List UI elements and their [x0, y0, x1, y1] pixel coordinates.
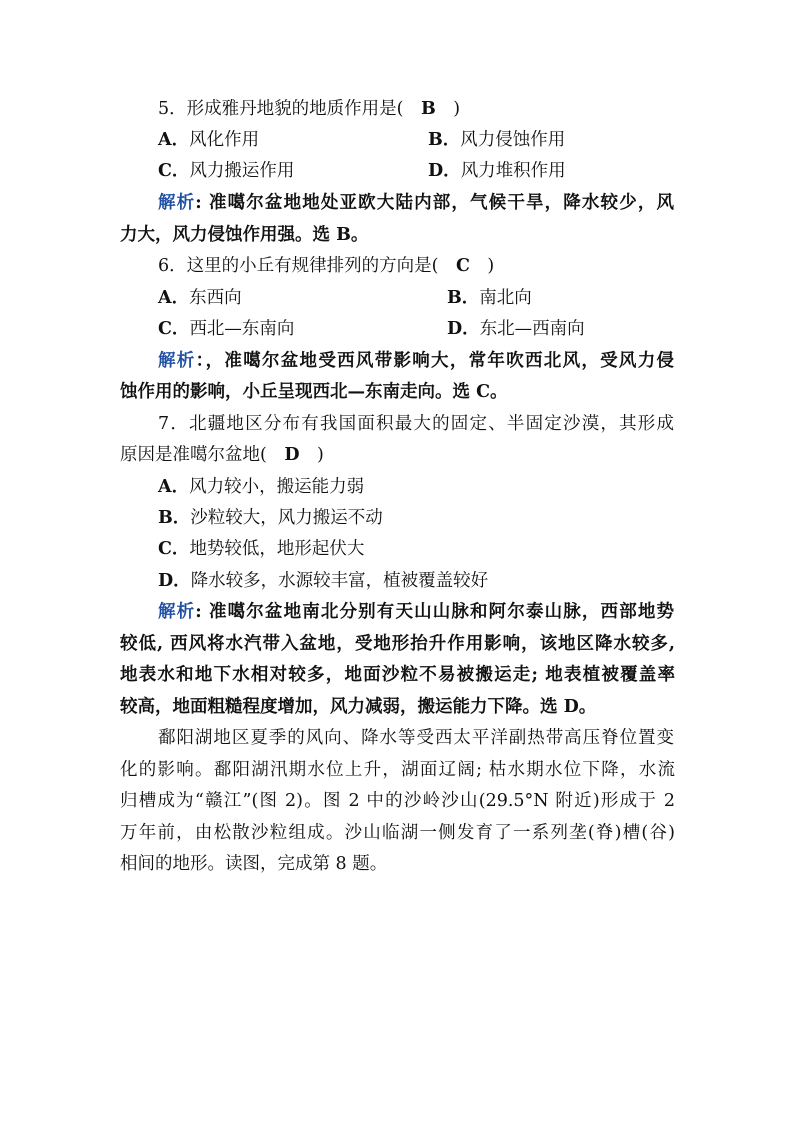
question-6-stem [158, 255, 494, 277]
option-letter: D． [158, 571, 191, 591]
question-number: 5． [158, 99, 187, 119]
question-5-stem [158, 98, 460, 120]
passage-line-5: 相间的地形。读图，完成第 8 题。 [120, 854, 388, 874]
answer: D [284, 445, 300, 465]
option-a [158, 476, 364, 498]
passage-line-1: 鄱阳湖地区夏季的风向、降水等受西太平洋副热带高压脊位置变 [158, 728, 674, 748]
option-letter: B． [158, 508, 191, 528]
option-letter: A． [158, 477, 190, 497]
option-a [158, 129, 259, 151]
option-letter: C． [158, 161, 190, 181]
option-text: 西北—东南向 [189, 319, 295, 339]
option-text: 东北—西南向 [479, 319, 585, 339]
option-c [158, 538, 364, 560]
option-b [428, 129, 565, 151]
option-letter: B． [447, 288, 480, 308]
option-b [447, 287, 532, 309]
option-text: 风化作用 [189, 130, 260, 150]
question-number: 6． [158, 256, 187, 276]
option-letter: B． [428, 130, 461, 150]
option-text: 降水较多，水源较丰富，植被覆盖较好 [190, 571, 489, 591]
analysis-7-line-1 [158, 601, 674, 623]
option-letter: A． [158, 288, 190, 308]
paren-close: ) [435, 99, 461, 119]
option-text: 风力侵蚀作用 [460, 130, 566, 150]
option-d [428, 160, 566, 182]
answer: B [420, 99, 436, 119]
question-text: 这里的小丘有规律排列的方向是( [186, 256, 456, 276]
paren-close: ) [299, 445, 324, 465]
question-text: 形成雅丹地貌的地质作用是( [186, 99, 421, 119]
analysis-7-line-2: 较低, 西风将水汽带入盆地，受地形抬升作用影响，该地区降水较多, [120, 634, 675, 654]
analysis-text: : 准噶尔盆地南北分别有天山山脉和阿尔泰山脉，西部地势 [195, 602, 674, 622]
analysis-6-line-2: 蚀作用的影响，小丘呈现西北—东南走向。选 C。 [120, 382, 508, 402]
option-c [158, 318, 294, 340]
option-text: 东西向 [189, 288, 242, 308]
answer: C [455, 256, 470, 276]
analysis-text: : 准噶尔盆地地处亚欧大陆内部，气候干旱，降水较少，风 [195, 193, 674, 213]
question-7-stem-line-2 [120, 444, 324, 466]
question-number: 7． [158, 414, 190, 434]
analysis-6-line-1 [158, 350, 674, 372]
option-text: 风力堆积作用 [460, 161, 566, 181]
option-letter: D． [447, 319, 480, 339]
option-letter: D． [428, 161, 461, 181]
analysis-label: 解析 [158, 602, 196, 622]
option-d [447, 318, 585, 340]
option-c [158, 160, 294, 182]
analysis-5-line-1 [158, 192, 674, 214]
option-letter: C． [158, 319, 190, 339]
question-text: 北疆地区分布有我国面积最大的固定、半固定沙漠，其形成 [189, 414, 674, 434]
option-text: 南北向 [479, 288, 532, 308]
option-letter: A． [158, 130, 190, 150]
option-d [158, 570, 488, 592]
paren-close: ) [469, 256, 495, 276]
option-b [158, 507, 383, 529]
option-text: 地势较低，地形起伏大 [189, 539, 365, 559]
option-letter: C． [158, 539, 190, 559]
question-text: 原因是准噶尔盆地( [120, 445, 285, 465]
passage-line-2: 化的影响。鄱阳湖汛期水位上升，湖面辽阔; 枯水期水位下降，水流 [120, 760, 675, 780]
analysis-label: 解析 [158, 193, 196, 213]
analysis-text: ：，准噶尔盆地受西风带影响大，常年吹西北风，受风力侵 [195, 351, 675, 371]
analysis-5-line-2: 力大，风力侵蚀作用强。选 B。 [120, 225, 369, 245]
question-7-stem-line-1 [158, 413, 674, 435]
passage-line-3: 归槽成为“赣江”(图 2)。图 2 中的沙岭沙山(29.5°N 附近)形成于 2 [120, 791, 675, 811]
option-a [158, 287, 242, 309]
analysis-7-line-3: 地表水和地下水相对较多，地面沙粒不易被搬运走; 地表植被覆盖率 [120, 665, 675, 685]
passage-line-4: 万年前，由松散沙粒组成。沙山临湖一侧发育了一系列垄(脊)槽(谷) [120, 823, 675, 843]
analysis-label: 解析 [158, 351, 196, 371]
option-text: 沙粒较大，风力搬运不动 [190, 508, 383, 528]
analysis-7-line-4: 较高，地面粗糙程度增加，风力减弱，搬运能力下降。选 D。 [120, 697, 597, 717]
option-text: 风力搬运作用 [189, 161, 295, 181]
option-text: 风力较小，搬运能力弱 [189, 477, 365, 497]
